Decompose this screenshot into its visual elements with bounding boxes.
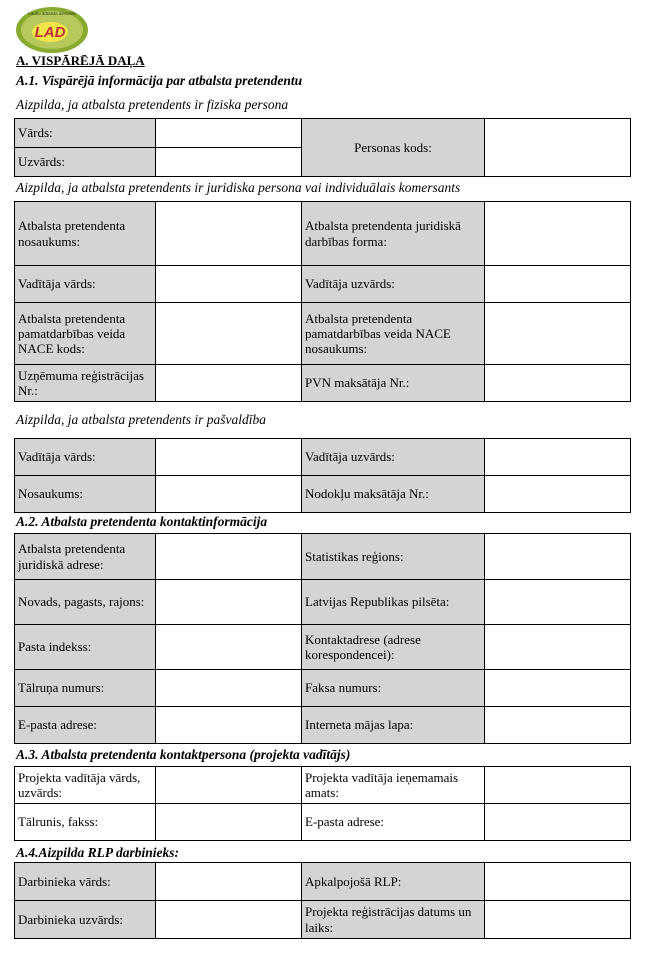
section-a-title: A. VISPĀRĒJĀ DAĻA [16, 53, 145, 68]
majaslapa-field[interactable] [485, 707, 631, 744]
forma-field[interactable] [485, 202, 631, 266]
reg-nr-label: Uzņēmuma reģistrācijas Nr.: [15, 365, 156, 402]
kontaktadrese-field[interactable] [485, 625, 631, 670]
novads-label: Novads, pagasts, rajons: [15, 580, 156, 625]
legal-person-table [14, 201, 631, 402]
nace-nosaukums-field[interactable] [485, 303, 631, 365]
forma-label: Atbalsta pretendenta juridiskā darbības forma: [302, 202, 485, 266]
rlp-field[interactable] [485, 863, 631, 901]
legal-person-note: Aizpilda, ja atbalsta pretendents ir juridiska persona vai individuālais komersants [16, 180, 461, 195]
amats-label: Projekta vadītāja ieņemamais amats: [302, 767, 485, 804]
darbinieka-vards-field[interactable] [156, 863, 302, 901]
municipality-note: Aizpilda, ja atbalsta pretendents ir pašvaldība [16, 412, 266, 427]
personas-kods-label: Personas kods: [302, 119, 485, 177]
fakss-label: Faksa numurs: [302, 670, 485, 707]
uzvards-label: Uzvārds: [15, 148, 156, 177]
pilseta-label: Latvijas Republikas pilsēta: [302, 580, 485, 625]
kontakt-talrunis-field[interactable] [156, 804, 302, 841]
vards-field[interactable] [156, 119, 302, 148]
lad-logo [14, 5, 92, 55]
nace-kods-label: Atbalsta pretendenta pamatdarbības veida NACE kods: [15, 303, 156, 365]
pasv-vaditaja-vards-label: Vadītāja vārds: [15, 439, 156, 476]
pilseta-field[interactable] [485, 580, 631, 625]
a1-title: A.1. Vispārējā informācija par atbalsta pretendentu [16, 73, 303, 88]
nodoklu-field[interactable] [485, 476, 631, 513]
municipality-table [14, 438, 631, 513]
novads-field[interactable] [156, 580, 302, 625]
kontakt-epasts-label: E-pasta adrese: [302, 804, 485, 841]
logo-emblem-text: Lauku atbalsta dienests [28, 11, 76, 16]
pasv-vaditaja-uzvards-field[interactable] [485, 439, 631, 476]
rlp-label: Apkalpojošā RLP: [302, 863, 485, 901]
projekta-vaditajs-field[interactable] [156, 767, 302, 804]
reg-datums-label: Projekta reģistrācijas datums un laiks: [302, 901, 485, 939]
regions-field[interactable] [485, 534, 631, 580]
nosaukums-field[interactable] [156, 202, 302, 266]
nace-kods-field[interactable] [156, 303, 302, 365]
epasts-field[interactable] [156, 707, 302, 744]
nosaukums-label: Atbalsta pretendenta nosaukums: [15, 202, 156, 266]
epasts-label: E-pasta adrese: [15, 707, 156, 744]
pasv-vaditaja-uzvards-label: Vadītāja uzvārds: [302, 439, 485, 476]
pasv-nosaukums-field[interactable] [156, 476, 302, 513]
uzvards-field[interactable] [156, 148, 302, 177]
a4-title: A.4.Aizpilda RLP darbinieks: [16, 845, 180, 860]
adrese-label: Atbalsta pretendenta juridiskā adrese: [15, 534, 156, 580]
vaditaja-vards-field[interactable] [156, 266, 302, 303]
vaditaja-vards-label: Vadītāja vārds: [15, 266, 156, 303]
reg-nr-field[interactable] [156, 365, 302, 402]
talrunis-field[interactable] [156, 670, 302, 707]
reg-datums-field[interactable] [485, 901, 631, 939]
logo-text: LAD [34, 24, 66, 41]
kontaktadrese-label: Kontaktadrese (adrese korespondencei): [302, 625, 485, 670]
nodoklu-label: Nodokļu maksātāja Nr.: [302, 476, 485, 513]
majaslapa-label: Interneta mājas lapa: [302, 707, 485, 744]
darbinieka-vards-label: Darbinieka vārds: [15, 863, 156, 901]
pasv-nosaukums-label: Nosaukums: [15, 476, 156, 513]
natural-person-table [14, 118, 631, 177]
vaditaja-uzvards-field[interactable] [485, 266, 631, 303]
regions-label: Statistikas reģions: [302, 534, 485, 580]
pvn-field[interactable] [485, 365, 631, 402]
pvn-label: PVN maksātāja Nr.: [302, 365, 485, 402]
a3-title: A.3. Atbalsta pretendenta kontaktpersona (projekta vadītājs) [16, 747, 351, 762]
vaditaja-uzvards-label: Vadītāja uzvārds: [302, 266, 485, 303]
darbinieka-uzvards-field[interactable] [156, 901, 302, 939]
pasv-vaditaja-vards-field[interactable] [156, 439, 302, 476]
natural-person-note: Aizpilda, ja atbalsta pretendents ir fiziska persona [16, 97, 289, 112]
personas-kods-field[interactable] [485, 119, 631, 177]
projekta-vaditajs-label: Projekta vadītāja vārds, uzvārds: [15, 767, 156, 804]
indekss-label: Pasta indekss: [15, 625, 156, 670]
adrese-field[interactable] [156, 534, 302, 580]
rlp-employee-table [14, 862, 631, 939]
nace-nosaukums-label: Atbalsta pretendenta pamatdarbības veida NACE nosaukums: [302, 303, 485, 365]
kontakt-talrunis-label: Tālrunis, fakss: [15, 804, 156, 841]
fakss-field[interactable] [485, 670, 631, 707]
kontakt-epasts-field[interactable] [485, 804, 631, 841]
a2-title: A.2. Atbalsta pretendenta kontaktinformācija [16, 514, 268, 529]
contact-info-table [14, 533, 631, 744]
darbinieka-uzvards-label: Darbinieka uzvārds: [15, 901, 156, 939]
indekss-field[interactable] [156, 625, 302, 670]
lad-emblem-icon [14, 5, 92, 55]
talrunis-label: Tālruņa numurs: [15, 670, 156, 707]
amats-field[interactable] [485, 767, 631, 804]
contact-person-table [14, 766, 631, 841]
vards-label: Vārds: [15, 119, 156, 148]
